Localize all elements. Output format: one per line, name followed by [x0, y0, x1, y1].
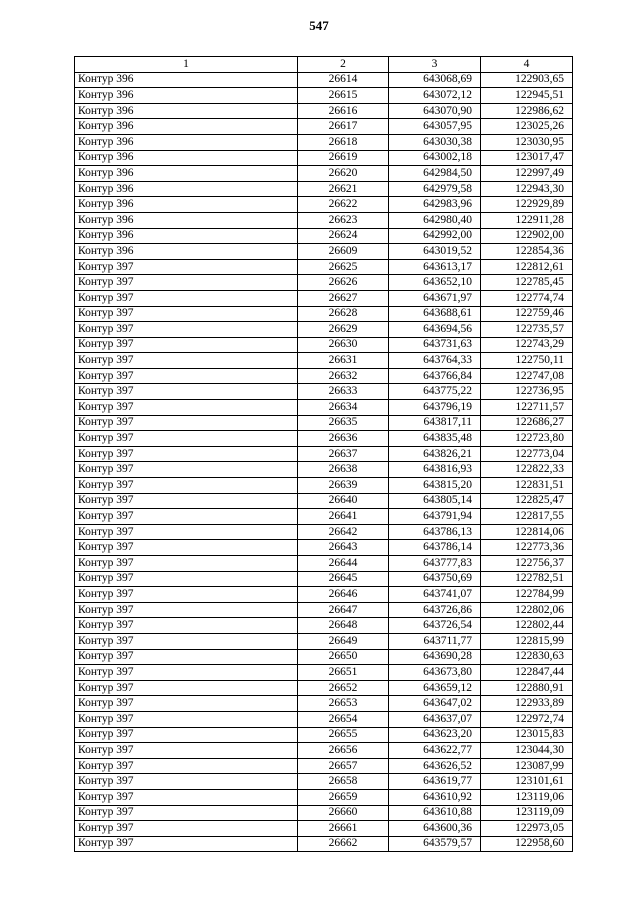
point-number-cell: 26649 — [298, 633, 389, 649]
table-row — [75, 727, 573, 743]
coordinate-y-cell: 122784,99 — [481, 587, 573, 603]
contour-name-cell: Контур 397 — [75, 462, 298, 478]
coordinate-y-cell: 122831,51 — [481, 478, 573, 494]
contour-name-cell: Контур 397 — [75, 743, 298, 759]
coordinate-x-cell: 643626,52 — [389, 758, 481, 774]
coordinate-x-cell: 642980,40 — [389, 212, 481, 228]
point-number-cell: 26615 — [298, 88, 389, 104]
point-number-cell: 26659 — [298, 789, 389, 805]
coordinate-x-cell: 642979,58 — [389, 181, 481, 197]
contour-name-cell: Контур 397 — [75, 306, 298, 322]
point-number-cell: 26645 — [298, 571, 389, 587]
coordinate-y-cell: 122815,99 — [481, 633, 573, 649]
point-number-cell: 26634 — [298, 400, 389, 416]
point-number-cell: 26635 — [298, 415, 389, 431]
point-number-cell: 26646 — [298, 587, 389, 603]
coordinate-y-cell: 122958,60 — [481, 836, 573, 852]
point-number-cell: 26617 — [298, 119, 389, 135]
point-number-cell: 26632 — [298, 368, 389, 384]
contour-name-cell: Контур 397 — [75, 602, 298, 618]
point-number-cell: 26638 — [298, 462, 389, 478]
point-number-cell: 26660 — [298, 805, 389, 821]
table-row — [75, 150, 573, 166]
contour-name-cell: Контур 397 — [75, 618, 298, 634]
coordinate-x-cell: 643731,63 — [389, 337, 481, 353]
coordinate-y-cell: 122812,61 — [481, 259, 573, 275]
coordinate-y-cell: 122997,49 — [481, 166, 573, 182]
coordinate-y-cell: 123087,99 — [481, 758, 573, 774]
contour-name-cell: Контур 397 — [75, 353, 298, 369]
point-number-cell: 26637 — [298, 446, 389, 462]
coordinate-y-cell: 122972,74 — [481, 711, 573, 727]
table-body — [75, 72, 573, 852]
point-number-cell: 26627 — [298, 290, 389, 306]
table-row — [75, 275, 573, 291]
coordinate-x-cell: 643600,36 — [389, 821, 481, 837]
contour-name-cell: Контур 397 — [75, 259, 298, 275]
point-number-cell: 26642 — [298, 524, 389, 540]
coordinate-x-cell: 643652,10 — [389, 275, 481, 291]
coordinate-x-cell: 643659,12 — [389, 680, 481, 696]
coordinate-y-cell: 122945,51 — [481, 88, 573, 104]
coordinate-y-cell: 122822,33 — [481, 462, 573, 478]
coordinate-x-cell: 643688,61 — [389, 306, 481, 322]
coordinate-x-cell: 643019,52 — [389, 244, 481, 260]
table-row — [75, 322, 573, 338]
point-number-cell: 26636 — [298, 431, 389, 447]
table-row — [75, 711, 573, 727]
contour-name-cell: Контур 397 — [75, 275, 298, 291]
coordinate-x-cell: 643791,94 — [389, 509, 481, 525]
table-row — [75, 602, 573, 618]
point-number-cell: 26643 — [298, 540, 389, 556]
point-number-cell: 26614 — [298, 72, 389, 88]
point-number-cell: 26656 — [298, 743, 389, 759]
coordinate-y-cell: 122711,57 — [481, 400, 573, 416]
contour-name-cell: Контур 397 — [75, 821, 298, 837]
contour-name-cell: Контур 396 — [75, 228, 298, 244]
point-number-cell: 26652 — [298, 680, 389, 696]
coordinate-y-cell: 122933,89 — [481, 696, 573, 712]
point-number-cell: 26644 — [298, 556, 389, 572]
contour-name-cell: Контур 397 — [75, 556, 298, 572]
table-row — [75, 368, 573, 384]
table-row — [75, 228, 573, 244]
table-row — [75, 478, 573, 494]
coordinate-x-cell: 643826,21 — [389, 446, 481, 462]
table-row — [75, 88, 573, 104]
contour-name-cell: Контур 397 — [75, 337, 298, 353]
table-row — [75, 384, 573, 400]
coordinate-x-cell: 643057,95 — [389, 119, 481, 135]
coordinates-table — [74, 56, 573, 852]
coordinate-x-cell: 643623,20 — [389, 727, 481, 743]
contour-name-cell: Контур 397 — [75, 322, 298, 338]
coordinate-y-cell: 122814,06 — [481, 524, 573, 540]
table-row — [75, 696, 573, 712]
coordinate-y-cell: 122785,45 — [481, 275, 573, 291]
coordinate-y-cell: 122750,11 — [481, 353, 573, 369]
coordinate-x-cell: 643579,57 — [389, 836, 481, 852]
table-row — [75, 571, 573, 587]
point-number-cell: 26640 — [298, 493, 389, 509]
point-number-cell: 26621 — [298, 181, 389, 197]
table-row — [75, 789, 573, 805]
coordinate-y-cell: 122756,37 — [481, 556, 573, 572]
contour-name-cell: Контур 397 — [75, 633, 298, 649]
coordinate-y-cell: 122825,47 — [481, 493, 573, 509]
table-row — [75, 431, 573, 447]
column-header-3: 3 — [389, 57, 481, 73]
point-number-cell: 26625 — [298, 259, 389, 275]
contour-name-cell: Контур 397 — [75, 680, 298, 696]
point-number-cell: 26655 — [298, 727, 389, 743]
coordinate-y-cell: 122759,46 — [481, 306, 573, 322]
contour-name-cell: Контур 397 — [75, 524, 298, 540]
contour-name-cell: Контур 397 — [75, 290, 298, 306]
coordinate-y-cell: 122929,89 — [481, 197, 573, 213]
coordinate-x-cell: 643647,02 — [389, 696, 481, 712]
coordinate-y-cell: 122802,06 — [481, 602, 573, 618]
coordinate-x-cell: 643741,07 — [389, 587, 481, 603]
coordinate-x-cell: 643726,54 — [389, 618, 481, 634]
point-number-cell: 26651 — [298, 665, 389, 681]
contour-name-cell: Контур 396 — [75, 119, 298, 135]
coordinate-y-cell: 122973,05 — [481, 821, 573, 837]
table-row — [75, 509, 573, 525]
coordinate-y-cell: 122773,04 — [481, 446, 573, 462]
point-number-cell: 26641 — [298, 509, 389, 525]
table-row — [75, 306, 573, 322]
point-number-cell: 26654 — [298, 711, 389, 727]
coordinate-y-cell: 123119,09 — [481, 805, 573, 821]
contour-name-cell: Контур 397 — [75, 571, 298, 587]
coordinate-x-cell: 643637,07 — [389, 711, 481, 727]
coordinate-y-cell: 123025,26 — [481, 119, 573, 135]
contour-name-cell: Контур 396 — [75, 212, 298, 228]
contour-name-cell: Контур 397 — [75, 587, 298, 603]
coordinate-y-cell: 122743,29 — [481, 337, 573, 353]
coordinate-x-cell: 643613,17 — [389, 259, 481, 275]
contour-name-cell: Контур 397 — [75, 540, 298, 556]
coordinate-x-cell: 643817,11 — [389, 415, 481, 431]
coordinate-y-cell: 122817,55 — [481, 509, 573, 525]
point-number-cell: 26628 — [298, 306, 389, 322]
coordinate-y-cell: 123119,06 — [481, 789, 573, 805]
page-number: 547 — [309, 18, 329, 33]
contour-name-cell: Контур 397 — [75, 431, 298, 447]
point-number-cell: 26630 — [298, 337, 389, 353]
point-number-cell: 26620 — [298, 166, 389, 182]
contour-name-cell: Контур 396 — [75, 103, 298, 119]
coordinate-y-cell: 122902,00 — [481, 228, 573, 244]
coordinate-x-cell: 642984,50 — [389, 166, 481, 182]
point-number-cell: 26626 — [298, 275, 389, 291]
coordinate-y-cell: 123044,30 — [481, 743, 573, 759]
table-row — [75, 665, 573, 681]
coordinate-x-cell: 643673,80 — [389, 665, 481, 681]
table-row — [75, 103, 573, 119]
point-number-cell: 26633 — [298, 384, 389, 400]
coordinate-x-cell: 643786,14 — [389, 540, 481, 556]
contour-name-cell: Контур 397 — [75, 774, 298, 790]
contour-name-cell: Контур 397 — [75, 696, 298, 712]
coordinate-x-cell: 643072,12 — [389, 88, 481, 104]
coordinate-x-cell: 643610,92 — [389, 789, 481, 805]
point-number-cell: 26629 — [298, 322, 389, 338]
contour-name-cell: Контур 397 — [75, 384, 298, 400]
coordinate-y-cell: 122774,74 — [481, 290, 573, 306]
coordinate-x-cell: 642992,00 — [389, 228, 481, 244]
point-number-cell: 26619 — [298, 150, 389, 166]
coordinate-y-cell: 122686,27 — [481, 415, 573, 431]
contour-name-cell: Контур 397 — [75, 478, 298, 494]
coordinate-x-cell: 643726,86 — [389, 602, 481, 618]
coordinate-y-cell: 122911,28 — [481, 212, 573, 228]
coordinate-x-cell: 643030,38 — [389, 134, 481, 150]
coordinate-x-cell: 643750,69 — [389, 571, 481, 587]
coordinate-x-cell: 643070,90 — [389, 103, 481, 119]
contour-name-cell: Контур 397 — [75, 665, 298, 681]
table-row — [75, 649, 573, 665]
contour-name-cell: Контур 396 — [75, 150, 298, 166]
table-row — [75, 119, 573, 135]
table-row — [75, 774, 573, 790]
contour-name-cell: Контур 397 — [75, 649, 298, 665]
contour-name-cell: Контур 396 — [75, 181, 298, 197]
coordinate-y-cell: 122802,44 — [481, 618, 573, 634]
column-header-4: 4 — [481, 57, 573, 73]
coordinate-y-cell: 122880,91 — [481, 680, 573, 696]
point-number-cell: 26658 — [298, 774, 389, 790]
column-header-2: 2 — [298, 57, 389, 73]
table-row — [75, 134, 573, 150]
coordinate-x-cell: 643690,28 — [389, 649, 481, 665]
coordinate-x-cell: 643816,93 — [389, 462, 481, 478]
table-header-row — [75, 57, 573, 73]
table-row — [75, 587, 573, 603]
coordinate-y-cell: 122747,08 — [481, 368, 573, 384]
table-row — [75, 524, 573, 540]
contour-name-cell: Контур 397 — [75, 727, 298, 743]
table-row — [75, 758, 573, 774]
table-row — [75, 493, 573, 509]
contour-name-cell: Контур 396 — [75, 244, 298, 260]
point-number-cell: 26623 — [298, 212, 389, 228]
table-row — [75, 244, 573, 260]
table-row — [75, 400, 573, 416]
table-row — [75, 618, 573, 634]
coordinate-x-cell: 643805,14 — [389, 493, 481, 509]
coordinate-y-cell: 122773,36 — [481, 540, 573, 556]
contour-name-cell: Контур 397 — [75, 758, 298, 774]
table-row — [75, 212, 573, 228]
table-row — [75, 462, 573, 478]
contour-name-cell: Контур 397 — [75, 805, 298, 821]
contour-name-cell: Контур 397 — [75, 789, 298, 805]
point-number-cell: 26609 — [298, 244, 389, 260]
coordinate-x-cell: 643619,77 — [389, 774, 481, 790]
contour-name-cell: Контур 397 — [75, 836, 298, 852]
point-number-cell: 26653 — [298, 696, 389, 712]
table-row — [75, 353, 573, 369]
point-number-cell: 26624 — [298, 228, 389, 244]
point-number-cell: 26648 — [298, 618, 389, 634]
table-row — [75, 633, 573, 649]
coordinate-x-cell: 643671,97 — [389, 290, 481, 306]
table-row — [75, 446, 573, 462]
point-number-cell: 26616 — [298, 103, 389, 119]
coordinate-y-cell: 123015,83 — [481, 727, 573, 743]
coordinate-y-cell: 123017,47 — [481, 150, 573, 166]
coordinate-x-cell: 643711,77 — [389, 633, 481, 649]
coordinate-x-cell: 643796,19 — [389, 400, 481, 416]
table-row — [75, 743, 573, 759]
coordinate-x-cell: 643766,84 — [389, 368, 481, 384]
point-number-cell: 26661 — [298, 821, 389, 837]
contour-name-cell: Контур 396 — [75, 197, 298, 213]
table-row — [75, 821, 573, 837]
coordinate-y-cell: 122782,51 — [481, 571, 573, 587]
table-row — [75, 540, 573, 556]
coordinate-x-cell: 643775,22 — [389, 384, 481, 400]
coordinate-y-cell: 122736,95 — [481, 384, 573, 400]
table-row — [75, 197, 573, 213]
coordinate-x-cell: 643694,56 — [389, 322, 481, 338]
contour-name-cell: Контур 396 — [75, 134, 298, 150]
coordinate-x-cell: 643777,83 — [389, 556, 481, 572]
point-number-cell: 26622 — [298, 197, 389, 213]
table-row — [75, 72, 573, 88]
contour-name-cell: Контур 397 — [75, 493, 298, 509]
contour-name-cell: Контур 397 — [75, 509, 298, 525]
contour-name-cell: Контур 397 — [75, 400, 298, 416]
point-number-cell: 26657 — [298, 758, 389, 774]
table-row — [75, 259, 573, 275]
table-row — [75, 836, 573, 852]
coordinate-y-cell: 122854,36 — [481, 244, 573, 260]
coordinate-x-cell: 642983,96 — [389, 197, 481, 213]
table-row — [75, 556, 573, 572]
coordinate-x-cell: 643764,33 — [389, 353, 481, 369]
coordinate-x-cell: 643815,20 — [389, 478, 481, 494]
column-header-1: 1 — [75, 57, 298, 73]
coordinate-y-cell: 122943,30 — [481, 181, 573, 197]
contour-name-cell: Контур 397 — [75, 368, 298, 384]
contour-name-cell: Контур 397 — [75, 711, 298, 727]
table-row — [75, 290, 573, 306]
coordinate-x-cell: 643622,77 — [389, 743, 481, 759]
coordinate-x-cell: 643068,69 — [389, 72, 481, 88]
table-row — [75, 415, 573, 431]
table-row — [75, 337, 573, 353]
point-number-cell: 26650 — [298, 649, 389, 665]
coordinate-x-cell: 643002,18 — [389, 150, 481, 166]
table-row — [75, 805, 573, 821]
contour-name-cell: Контур 397 — [75, 446, 298, 462]
contour-name-cell: Контур 397 — [75, 415, 298, 431]
contour-name-cell: Контур 396 — [75, 72, 298, 88]
table-row — [75, 181, 573, 197]
table-row — [75, 166, 573, 182]
coordinate-x-cell: 643835,48 — [389, 431, 481, 447]
point-number-cell: 26631 — [298, 353, 389, 369]
coordinate-y-cell: 123101,61 — [481, 774, 573, 790]
point-number-cell: 26618 — [298, 134, 389, 150]
contour-name-cell: Контур 396 — [75, 166, 298, 182]
coordinate-y-cell: 122986,62 — [481, 103, 573, 119]
point-number-cell: 26662 — [298, 836, 389, 852]
coordinate-y-cell: 122735,57 — [481, 322, 573, 338]
point-number-cell: 26647 — [298, 602, 389, 618]
coordinate-y-cell: 123030,95 — [481, 134, 573, 150]
coordinate-y-cell: 122903,65 — [481, 72, 573, 88]
coordinate-y-cell: 122847,44 — [481, 665, 573, 681]
contour-name-cell: Контур 396 — [75, 88, 298, 104]
coordinate-x-cell: 643610,88 — [389, 805, 481, 821]
table-row — [75, 680, 573, 696]
point-number-cell: 26639 — [298, 478, 389, 494]
coordinate-y-cell: 122830,63 — [481, 649, 573, 665]
coordinate-x-cell: 643786,13 — [389, 524, 481, 540]
coordinate-y-cell: 122723,80 — [481, 431, 573, 447]
